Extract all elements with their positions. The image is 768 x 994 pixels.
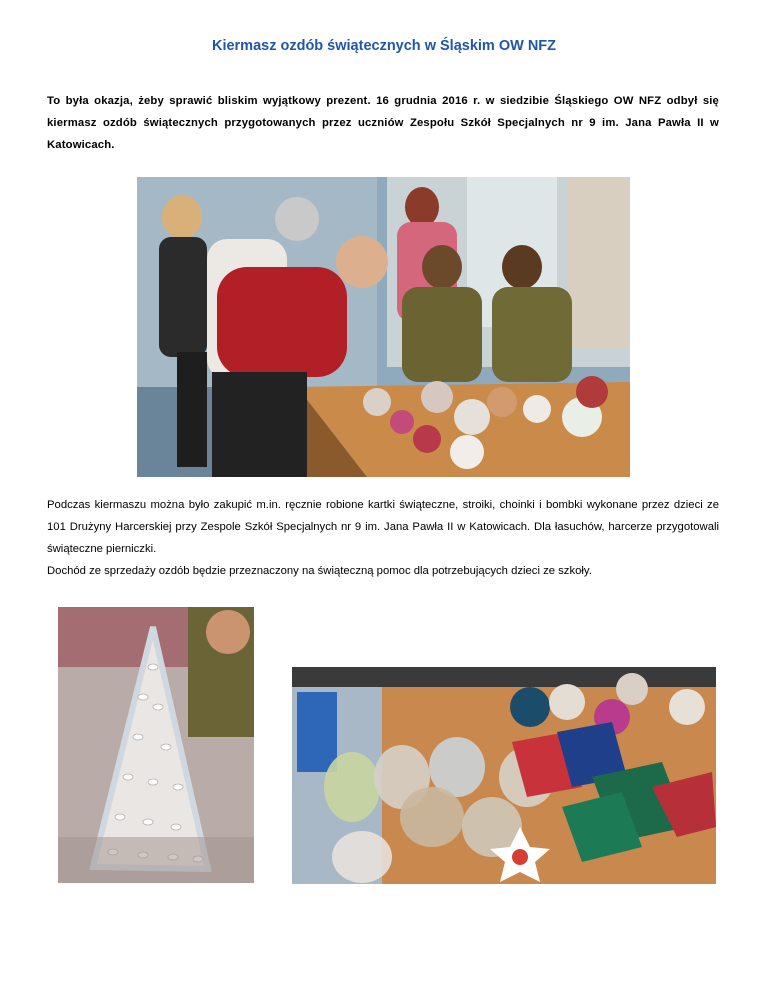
photo-fair-visitors: [137, 177, 630, 477]
photo-cards-ornaments: [292, 667, 716, 884]
photo-cone-tree: [58, 607, 254, 883]
body-paragraph: Dochód ze sprzedaży ozdób będzie przeznaczony na świąteczną pomoc dla potrzebujących dzieci ze szkoły.: [47, 565, 592, 577]
body-paragraph: Podczas kiermaszu można było zakupić m.in. ręcznie robione kartki świąteczne, stroiki, choinki i bombki wykonane przez dzieci ze 101 Drużyny Harcerskiej przy Zespole Szkół Specjalnych nr 9 im. Jana Pawła II w Katowicach. Dla łasuchów, harcerze przygotowali świąteczne pierniczki.: [47, 499, 719, 555]
intro-paragraph: To była okazja, żeby sprawić bliskim wyjątkowy prezent. 16 grudnia 2016 r. w siedzibie Śląskiego OW NFZ odbył się kiermasz ozdób świątecznych przygotowanych przez uczniów Zespołu Szkół Specjalnych nr 9 im. Jana Pawła II w Katowicach.: [47, 95, 719, 151]
body-text: [47, 494, 719, 582]
page-title: Kiermasz ozdób świątecznych w Śląskim OW NFZ: [211, 38, 557, 54]
